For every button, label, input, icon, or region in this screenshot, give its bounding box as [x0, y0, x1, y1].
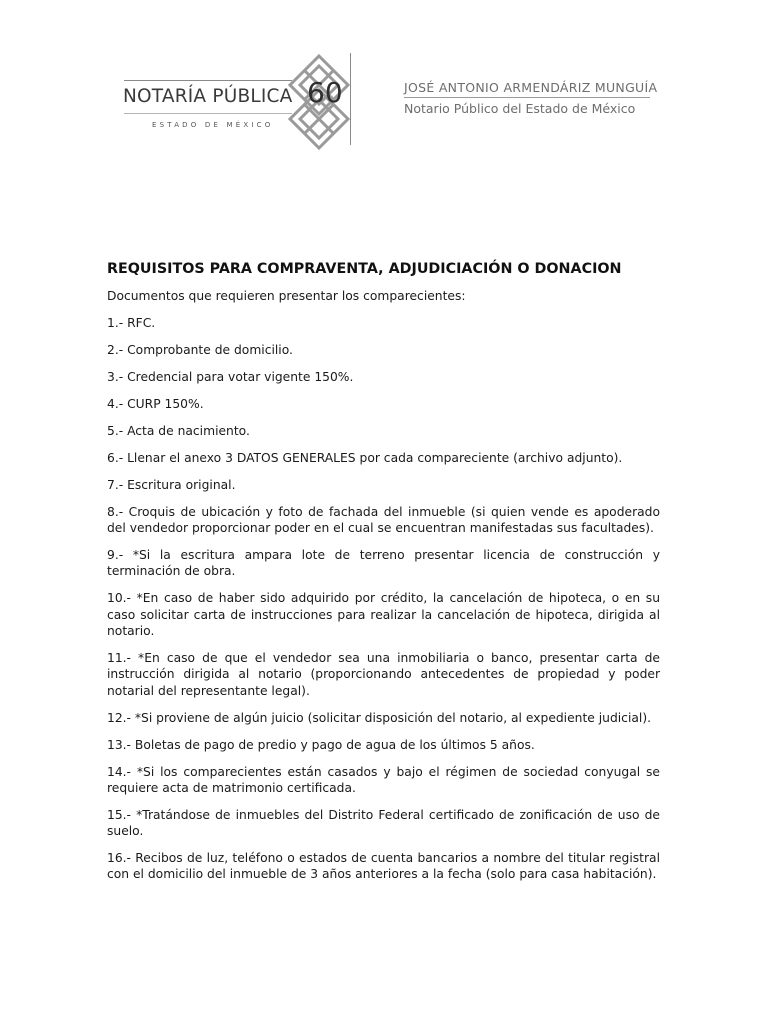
requirement-item: 9.- *Si la escritura ampara lote de terreno presentar licencia de construcción y terminación de obra.: [107, 548, 660, 579]
letterhead-divider: [350, 53, 351, 145]
notary-role: Notario Público del Estado de México: [404, 101, 636, 116]
requirement-item: 13.- Boletas de pago de predio y pago de agua de los últimos 5 años.: [107, 737, 535, 752]
requirement-item: 15.- *Tratándose de inmuebles del Distrito Federal certificado de zonificación de uso de suelo.: [107, 807, 660, 839]
letterhead-top-rule: [124, 80, 292, 81]
document-intro: Documentos que requieren presentar los comparecientes:: [107, 289, 466, 303]
notary-name: JOSÉ ANTONIO ARMENDÁRIZ MUNGUÍA: [404, 80, 658, 95]
requirement-item: 11.- *En caso de que el vendedor sea una inmobiliaria o banco, presentar carta de instrucción dirigida al notario (proporcionando antecedentes de propiedad y poder notarial del representante legal).: [107, 651, 660, 698]
requirement-item: 14.- *Si los comparecientes están casados y bajo el régimen de sociedad conyugal se requiere acta de matrimonio certificada.: [107, 764, 660, 795]
requirement-item: 6.- Llenar el anexo 3 DATOS GENERALES por cada compareciente (archivo adjunto).: [107, 450, 623, 465]
notary-office-name: NOTARÍA PÚBLICA: [123, 86, 293, 107]
requirement-item: 16.- Recibos de luz, teléfono o estados de cuenta bancarios a nombre del titular registral con el domicilio del inmueble de 3 años anteriores a la fecha (solo para casa habitación).: [107, 851, 660, 882]
document-title: REQUISITOS PARA COMPRAVENTA, ADJUDICIACIÓN O DONACION: [107, 261, 622, 277]
requirement-item: 2.- Comprobante de domicilio.: [107, 342, 293, 357]
notary-name-rule: [404, 97, 650, 98]
notary-office-number: 60: [307, 76, 343, 109]
requirement-item: 7.- Escritura original.: [107, 477, 236, 492]
requirement-item: 4.- CURP 150%.: [107, 396, 204, 411]
document-body: [107, 261, 660, 893]
letterhead: [0, 0, 768, 160]
requirement-item: 3.- Credencial para votar vigente 150%.: [107, 369, 354, 384]
requirement-item: 1.- RFC.: [107, 315, 156, 330]
requirement-item: 10.- *En caso de haber sido adquirido por crédito, la cancelación de hipoteca, o en su caso solicitar carta de instrucciones para realizar la cancelación de hipoteca, dirigida al notario.: [107, 591, 660, 639]
requirement-item: 5.- Acta de nacimiento.: [107, 423, 250, 438]
notary-state-line: ESTADO DE MÉXICO: [152, 121, 274, 129]
requirement-item: 8.- Croquis de ubicación y foto de fachada del inmueble (si quien vende es apoderado del vendedor proporcionar poder en el cual se encuentran manifestadas sus facultades).: [107, 504, 660, 536]
letterhead-bottom-rule: [124, 113, 292, 114]
requirement-item: 12.- *Si proviene de algún juicio (solicitar disposición del notario, al expediente judicial).: [107, 710, 652, 725]
